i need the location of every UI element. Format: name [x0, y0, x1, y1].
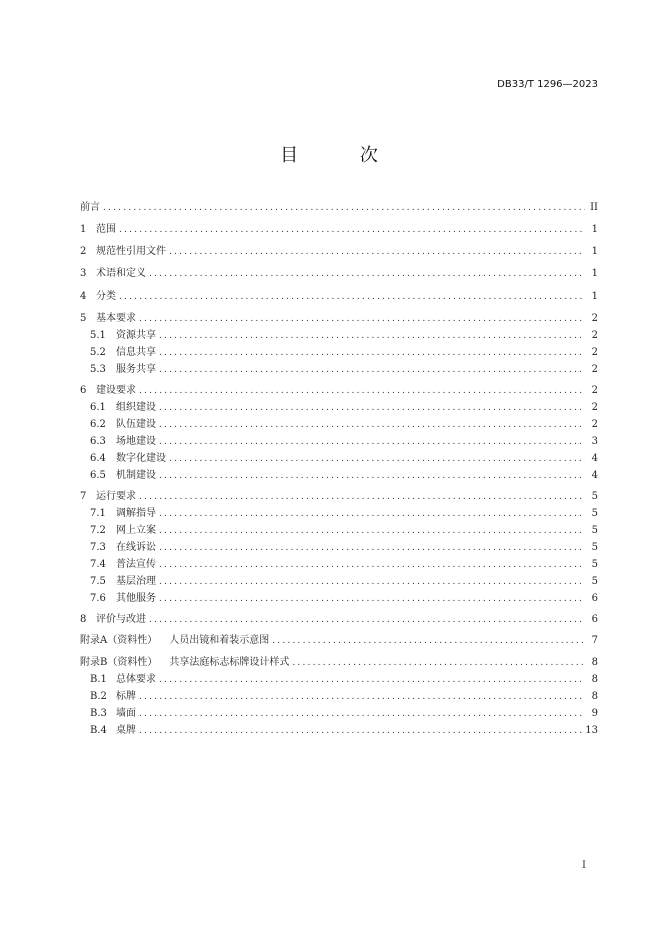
toc-entry[interactable] [90, 706, 598, 722]
toc-entry-label: 信息共享 [116, 347, 156, 358]
toc-entry-label: 数字化建设 [116, 453, 166, 464]
toc-entry[interactable] [80, 633, 598, 649]
toc-leader-dots [159, 417, 585, 433]
toc-entry-page: 5 [591, 559, 598, 570]
toc-entry[interactable] [90, 672, 598, 688]
toc-entry-label: 在线诉讼 [116, 542, 156, 553]
toc-leader-dots [139, 689, 585, 705]
toc-entry-label: 范围 [96, 224, 116, 235]
toc-entry-page: 5 [591, 542, 598, 553]
toc-entry-label: 运行要求 [96, 491, 136, 502]
toc-entry-page: 5 [591, 491, 598, 502]
toc-leader-dots [159, 540, 585, 556]
toc-leader-dots [159, 523, 585, 539]
toc-entry[interactable] [80, 612, 598, 628]
toc-entry-label: 共享法庭标志标牌设计样式 [169, 657, 290, 668]
toc-entry-label: 建设要求 [96, 385, 136, 396]
toc-entry-number: 7 [80, 491, 87, 502]
toc-entry[interactable] [90, 417, 598, 433]
toc-entry-page: 2 [591, 313, 598, 324]
toc-entry[interactable] [90, 723, 598, 739]
toc-entry-label: 场地建设 [116, 436, 156, 447]
toc-entry-label: 总体要求 [116, 674, 156, 685]
toc-entry[interactable] [80, 383, 598, 399]
toc-entry-label: 桌牌 [116, 725, 136, 736]
toc-entry-page: 7 [591, 635, 598, 646]
toc-entry-page: 5 [591, 508, 598, 519]
toc-entry-label: 其他服务 [116, 593, 156, 604]
toc-entry-label: 术语和定义 [96, 268, 146, 279]
toc-leader-dots [119, 222, 585, 238]
toc-entry[interactable] [80, 311, 598, 327]
toc-entry-number: B.1 [90, 674, 107, 685]
toc-entry-page: 13 [585, 725, 598, 736]
toc-entry-number: 附录A（资料性） [80, 635, 158, 646]
toc-entry-label: 标牌 [116, 691, 136, 702]
toc-entry[interactable] [80, 200, 598, 216]
toc-entry-page: 9 [591, 708, 598, 719]
toc-entry-page: 6 [591, 614, 598, 625]
toc-entry-label: 评价与改进 [96, 614, 146, 625]
toc-entry[interactable] [90, 468, 598, 484]
toc-leader-dots [169, 451, 585, 467]
toc-entry[interactable] [80, 489, 598, 505]
toc-entry[interactable] [90, 328, 598, 344]
toc-entry-label: 分类 [96, 291, 116, 302]
toc-entry-page: 1 [591, 291, 598, 302]
toc-entry[interactable] [80, 289, 598, 305]
toc-entry-label: 机制建设 [116, 470, 156, 481]
toc-entry-number: 6.4 [90, 453, 106, 464]
toc-entry-number: 5.3 [90, 364, 106, 375]
toc-leader-dots [159, 362, 585, 378]
toc-entry-number: 8 [80, 614, 87, 625]
toc-entry-page: 2 [591, 402, 598, 413]
toc-leader-dots [149, 266, 585, 282]
toc-entry-number: B.3 [90, 708, 107, 719]
toc-entry-number: 4 [80, 291, 87, 302]
toc-entry-number: 6 [80, 385, 87, 396]
toc-entry-number: 7.1 [90, 508, 106, 519]
toc-entry-page: 4 [591, 470, 598, 481]
toc-leader-dots [272, 633, 585, 649]
toc-entry[interactable] [90, 400, 598, 416]
toc-entry-page: 8 [591, 657, 598, 668]
toc-entry-number: B.2 [90, 691, 107, 702]
page-number: I [582, 860, 586, 871]
toc-leader-dots [149, 612, 585, 628]
toc-leader-dots [159, 672, 585, 688]
toc-leader-dots [119, 289, 585, 305]
toc-entry-page: 2 [591, 419, 598, 430]
toc-entry-number: 1 [80, 224, 87, 235]
toc-entry[interactable] [90, 574, 598, 590]
toc-entry-label: 组织建设 [116, 402, 156, 413]
toc-entry[interactable] [90, 689, 598, 705]
toc-entry-number: 7.5 [90, 576, 106, 587]
toc-entry-number: 附录B（资料性） [80, 657, 158, 668]
toc-entry-page: 2 [591, 330, 598, 341]
toc-leader-dots [169, 244, 585, 260]
toc-entry-number: 6.5 [90, 470, 106, 481]
toc-entry-page: 5 [591, 576, 598, 587]
toc-entry[interactable] [90, 540, 598, 556]
toc-entry[interactable] [90, 591, 598, 607]
toc-entry-number: 5.2 [90, 347, 106, 358]
document-code: DB33/T 1296—2023 [497, 79, 598, 90]
toc-leader-dots [103, 200, 585, 216]
toc-entry-number: 6.2 [90, 419, 106, 430]
toc-entry-page: 2 [591, 347, 598, 358]
toc-entry-label: 资源共享 [116, 330, 156, 341]
toc-leader-dots [139, 706, 585, 722]
toc-entry-page: 2 [591, 385, 598, 396]
toc-entry-label: 调解指导 [116, 508, 156, 519]
toc-entry-label: 人员出镜和着装示意图 [169, 635, 270, 646]
toc-title: 目 次 [280, 145, 406, 166]
toc-leader-dots [159, 557, 585, 573]
toc-entry-page: 8 [591, 691, 598, 702]
toc-entry[interactable] [90, 523, 598, 539]
toc-leader-dots [159, 345, 585, 361]
toc-entry-label: 基本要求 [96, 313, 136, 324]
toc-leader-dots [159, 591, 585, 607]
toc-leader-dots [139, 489, 585, 505]
toc-entry-page: 1 [591, 246, 598, 257]
toc-entry-page: 8 [591, 674, 598, 685]
toc-entry[interactable] [90, 451, 598, 467]
toc-entry[interactable] [90, 345, 598, 361]
toc-entry[interactable] [80, 266, 598, 282]
toc-entry-page: 1 [591, 268, 598, 279]
toc-leader-dots [139, 311, 585, 327]
toc-entry-number: 5.1 [90, 330, 106, 341]
toc-entry-number: 6.3 [90, 436, 106, 447]
toc-entry[interactable] [80, 222, 598, 238]
toc-entry[interactable] [90, 506, 598, 522]
toc-entry-label: 规范性引用文件 [96, 246, 166, 257]
toc-entry[interactable] [80, 655, 598, 671]
toc-leader-dots [292, 655, 585, 671]
toc-leader-dots [159, 468, 585, 484]
toc-entry-page: 4 [591, 453, 598, 464]
toc-entry-page: 5 [591, 525, 598, 536]
toc-entry[interactable] [90, 434, 598, 450]
toc-entry-page: 3 [591, 436, 598, 447]
toc-leader-dots [159, 400, 585, 416]
toc-entry[interactable] [80, 244, 598, 260]
toc-leader-dots [159, 574, 585, 590]
toc-entry-label: 墙面 [116, 708, 136, 719]
toc-entry[interactable] [90, 557, 598, 573]
toc-leader-dots [139, 383, 585, 399]
toc-entry-label: 队伍建设 [116, 419, 156, 430]
toc-entry-page: 2 [591, 364, 598, 375]
toc-entry-number: 7.3 [90, 542, 106, 553]
toc-entry-number: 7.2 [90, 525, 106, 536]
toc-entry-label: 普法宣传 [116, 559, 156, 570]
toc-leader-dots [139, 723, 582, 739]
toc-entry-number: 7.4 [90, 559, 106, 570]
toc-entry-number: 7.6 [90, 593, 106, 604]
toc-entry[interactable] [90, 362, 598, 378]
toc-entry-number: 6.1 [90, 402, 106, 413]
toc-leader-dots [159, 434, 585, 450]
toc-leader-dots [159, 506, 585, 522]
toc-entry-number: 5 [80, 313, 87, 324]
toc-entry-label: 服务共享 [116, 364, 156, 375]
toc-entry-label: 网上立案 [116, 525, 156, 536]
toc-entry-label: 前言 [80, 202, 100, 213]
toc-entry-page: II [590, 202, 598, 213]
toc-entry-label: 基层治理 [116, 576, 156, 587]
toc-entry-page: 6 [591, 593, 598, 604]
toc-entry-number: 3 [80, 268, 87, 279]
toc-entry-number: B.4 [90, 725, 107, 736]
toc-leader-dots [159, 328, 585, 344]
toc-entry-page: 1 [591, 224, 598, 235]
toc-entry-number: 2 [80, 246, 87, 257]
